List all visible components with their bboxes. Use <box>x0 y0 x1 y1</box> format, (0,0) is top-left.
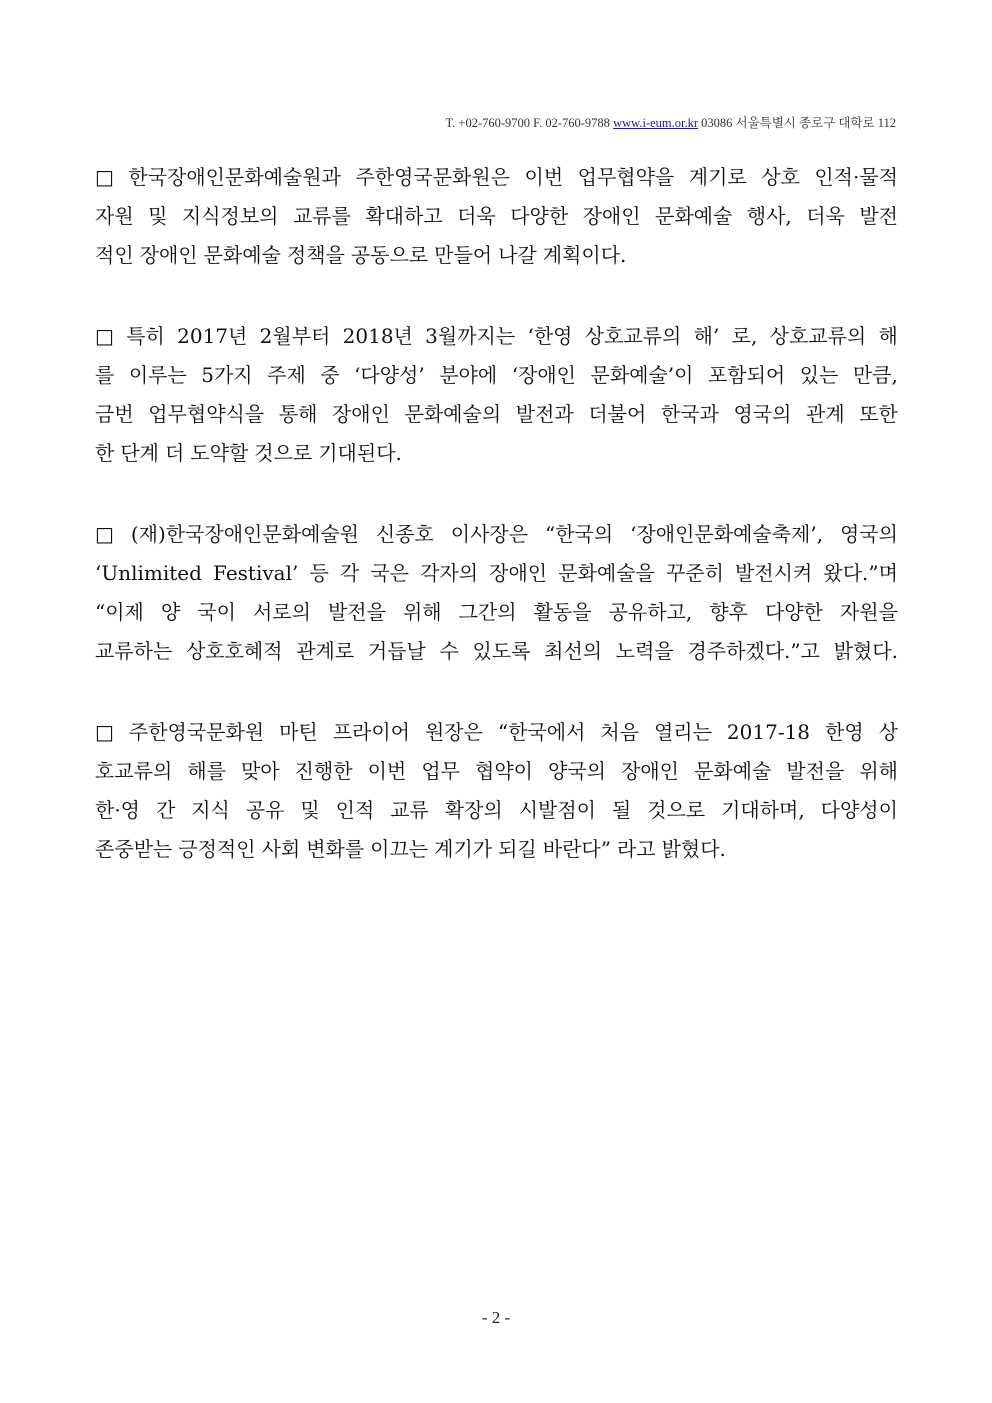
word: 문화예술의 <box>404 402 502 426</box>
word: 및 <box>148 204 168 228</box>
word: 장애인 <box>139 243 198 267</box>
word: 지식정보의 <box>181 204 279 228</box>
text-line <box>95 158 898 197</box>
text-line <box>95 317 898 356</box>
word: 2017-18 <box>726 720 811 744</box>
word: 최선의 <box>544 639 603 663</box>
word: 발전을 <box>786 759 845 783</box>
word: 로, <box>731 324 758 348</box>
word: 한·영 <box>95 798 140 822</box>
contact-numbers: T. +02-760-9700 F. 02-760-9788 <box>445 116 614 130</box>
word: 특히 <box>126 324 165 348</box>
word: “이제 <box>95 600 144 624</box>
word: 그간의 <box>458 600 517 624</box>
word: 자원 <box>95 204 134 228</box>
word: 를 <box>95 363 115 387</box>
word: 라고 <box>616 837 656 861</box>
word: □ <box>95 324 114 348</box>
word: 맞아 <box>240 759 280 783</box>
word: 진행한 <box>294 759 353 783</box>
paragraph <box>95 158 898 275</box>
word: 분야에 <box>439 363 498 387</box>
word: 존중받는 <box>95 837 173 861</box>
word: 만큼, <box>852 363 898 387</box>
text-line <box>95 791 898 830</box>
word: 이끄는 <box>370 837 429 861</box>
word: 국이 <box>197 600 236 624</box>
text-line <box>95 197 898 236</box>
word: 상호호혜적 <box>185 639 283 663</box>
word: 거듭날 <box>367 639 426 663</box>
word: 다양성이 <box>820 798 898 822</box>
word: 발전을 <box>327 600 386 624</box>
word: 원장은 <box>424 720 483 744</box>
word: 단계 <box>120 441 159 465</box>
word: 각자의 <box>420 561 479 585</box>
word: 될 <box>611 798 632 822</box>
word: 공동으로 <box>350 243 429 267</box>
word: 관계 <box>806 402 845 426</box>
word: 업무 <box>421 759 460 783</box>
word: 열리는 <box>653 720 712 744</box>
word: “한국에서 <box>497 720 586 744</box>
word: 꾸준히 <box>665 561 724 585</box>
word: 마틴 <box>279 720 318 744</box>
word: 문화예술을 <box>558 561 655 585</box>
word: 해 <box>878 324 898 348</box>
word: 이루는 <box>128 363 187 387</box>
word: ‘Unlimited <box>95 561 202 585</box>
word: 문화예술’이 <box>590 363 694 387</box>
word: □ <box>95 165 114 189</box>
word: 정책을 <box>286 243 345 267</box>
word: 해’ <box>693 324 720 348</box>
word: 발전과 <box>515 402 574 426</box>
text-line <box>95 752 898 791</box>
word: 경주하겠다.”고 <box>687 639 820 663</box>
page-number: - 2 - <box>481 1308 511 1327</box>
word: ‘한영 <box>527 324 573 348</box>
word: 향후 <box>709 600 748 624</box>
word: 장애인 <box>582 204 641 228</box>
word: 이번 <box>524 165 564 189</box>
word: 공유하고, <box>608 600 693 624</box>
word: 왔다.”며 <box>823 561 898 585</box>
word: 문화예술 <box>203 243 281 267</box>
text-line <box>95 395 898 434</box>
word: 영국의 <box>733 402 792 426</box>
word: 영국의 <box>839 522 898 546</box>
word: 이번 <box>367 759 407 783</box>
word: 계기로 <box>688 165 747 189</box>
document-body <box>95 158 898 911</box>
word: 장애인 <box>331 402 390 426</box>
word: 더욱 <box>806 204 845 228</box>
word: “한국의 <box>544 522 614 546</box>
word: 포함되어 <box>707 363 786 387</box>
text-line <box>95 515 898 554</box>
word: 있도록 <box>472 639 531 663</box>
word: 해를 <box>187 759 226 783</box>
word: 사회 <box>261 837 301 861</box>
word: 다양한 <box>510 204 569 228</box>
word: 밝혔다. <box>661 837 726 861</box>
text-line <box>95 830 898 869</box>
word: 양 <box>160 600 181 624</box>
word: 것으로 <box>647 798 706 822</box>
word: 5가지 <box>201 363 253 387</box>
word: 업무협약을 <box>577 165 675 189</box>
word: 더불어 <box>588 402 647 426</box>
word: 신종호 <box>375 522 434 546</box>
word: 기대하며, <box>721 798 805 822</box>
word: 주한영국문화원은 <box>355 165 510 189</box>
word: 더 <box>164 441 185 465</box>
word: 교류하는 <box>95 639 173 663</box>
word: 2017년 <box>177 324 248 348</box>
word: 공유 <box>245 798 285 822</box>
word: 상호교류의 <box>769 324 867 348</box>
word: 2018년 <box>342 324 413 348</box>
word: 장애인 <box>621 759 679 783</box>
word: 주한영국문화원 <box>128 720 265 744</box>
word: 더욱 <box>457 204 496 228</box>
word: □ <box>95 720 114 744</box>
word: 프라이어 <box>332 720 410 744</box>
word: 업무협약식을 <box>148 402 265 426</box>
text-line <box>95 632 898 671</box>
word: 수 <box>439 639 459 663</box>
word: 있는 <box>799 363 839 387</box>
word: 상 <box>878 720 898 744</box>
word: 각 <box>339 561 360 585</box>
word: 양국의 <box>548 759 606 783</box>
word: 자원을 <box>839 600 898 624</box>
word: 행사, <box>746 204 792 228</box>
word: 한국과 <box>660 402 719 426</box>
paragraph <box>95 713 898 869</box>
word: 확장의 <box>444 798 503 822</box>
word: 호교류의 <box>95 759 173 783</box>
word: 발전시켜 <box>735 561 813 585</box>
word: 위해 <box>859 759 898 783</box>
word: 중 <box>320 363 340 387</box>
word: 발전 <box>859 204 898 228</box>
word: 변화를 <box>306 837 365 861</box>
text-line <box>95 554 898 593</box>
word: (재)한국장애인문화예술원 <box>130 522 359 546</box>
word: 협약이 <box>475 759 533 783</box>
word: 상호교류의 <box>584 324 682 348</box>
word: 것으로 <box>254 441 313 465</box>
address: 03086 서울특별시 종로구 대학로 112 <box>698 116 896 130</box>
word: 기대된다. <box>318 441 402 465</box>
word: 다양한 <box>764 600 823 624</box>
word: 위해 <box>402 600 442 624</box>
word: 한 <box>95 441 115 465</box>
word: 지식 <box>191 798 230 822</box>
word: 인적 <box>335 798 375 822</box>
word: 국은 <box>370 561 409 585</box>
word: 3월까지는 <box>425 324 516 348</box>
word: ‘장애인 <box>511 363 577 387</box>
word: 서로의 <box>252 600 311 624</box>
word: ‘장애인문화예술축제’, <box>630 522 824 546</box>
word: 상호 <box>761 165 800 189</box>
word: 적인 <box>95 243 134 267</box>
header-contact-info <box>445 113 896 131</box>
paragraph <box>95 317 898 473</box>
word: 2월부터 <box>259 324 331 348</box>
text-line <box>95 356 898 395</box>
word: 처음 <box>600 720 640 744</box>
word: 한국장애인문화예술원과 <box>128 165 341 189</box>
word: 및 <box>300 798 320 822</box>
word: 관계로 <box>296 639 355 663</box>
word: Festival’ <box>213 561 299 585</box>
word: 한영 <box>825 720 864 744</box>
word: 인적·물적 <box>814 165 898 189</box>
word: 또한 <box>859 402 898 426</box>
word: 이사장은 <box>450 522 529 546</box>
word: 되길 <box>498 837 537 861</box>
word: 활동을 <box>533 600 592 624</box>
word: 주제 <box>267 363 306 387</box>
word: 긍정적인 <box>178 837 256 861</box>
word: 장애인 <box>489 561 548 585</box>
paragraph <box>95 515 898 671</box>
word: □ <box>95 522 114 546</box>
text-line <box>95 236 898 275</box>
text-line <box>95 593 898 632</box>
word: 확대하고 <box>365 204 443 228</box>
word: 노력을 <box>615 639 674 663</box>
word: 도약할 <box>190 441 249 465</box>
word: ‘다양성’ <box>354 363 425 387</box>
word: 나갈 <box>498 243 537 267</box>
website-link[interactable]: www.i-eum.or.kr <box>613 116 698 130</box>
word: 통해 <box>278 402 318 426</box>
word: 계획이다. <box>542 243 627 267</box>
word: 문화예술 <box>655 204 733 228</box>
word: 만들어 <box>434 243 493 267</box>
word: 문화예술 <box>694 759 772 783</box>
word: 계기가 <box>434 837 493 861</box>
word: 간 <box>155 798 176 822</box>
word: 바란다” <box>542 837 611 861</box>
word: 시발점이 <box>518 798 596 822</box>
word: 등 <box>309 561 329 585</box>
word: 밝혔다. <box>833 639 898 663</box>
text-line <box>95 713 898 752</box>
text-line <box>95 434 898 473</box>
word: 금번 <box>95 402 134 426</box>
word: 교류 <box>390 798 429 822</box>
word: 교류를 <box>292 204 351 228</box>
